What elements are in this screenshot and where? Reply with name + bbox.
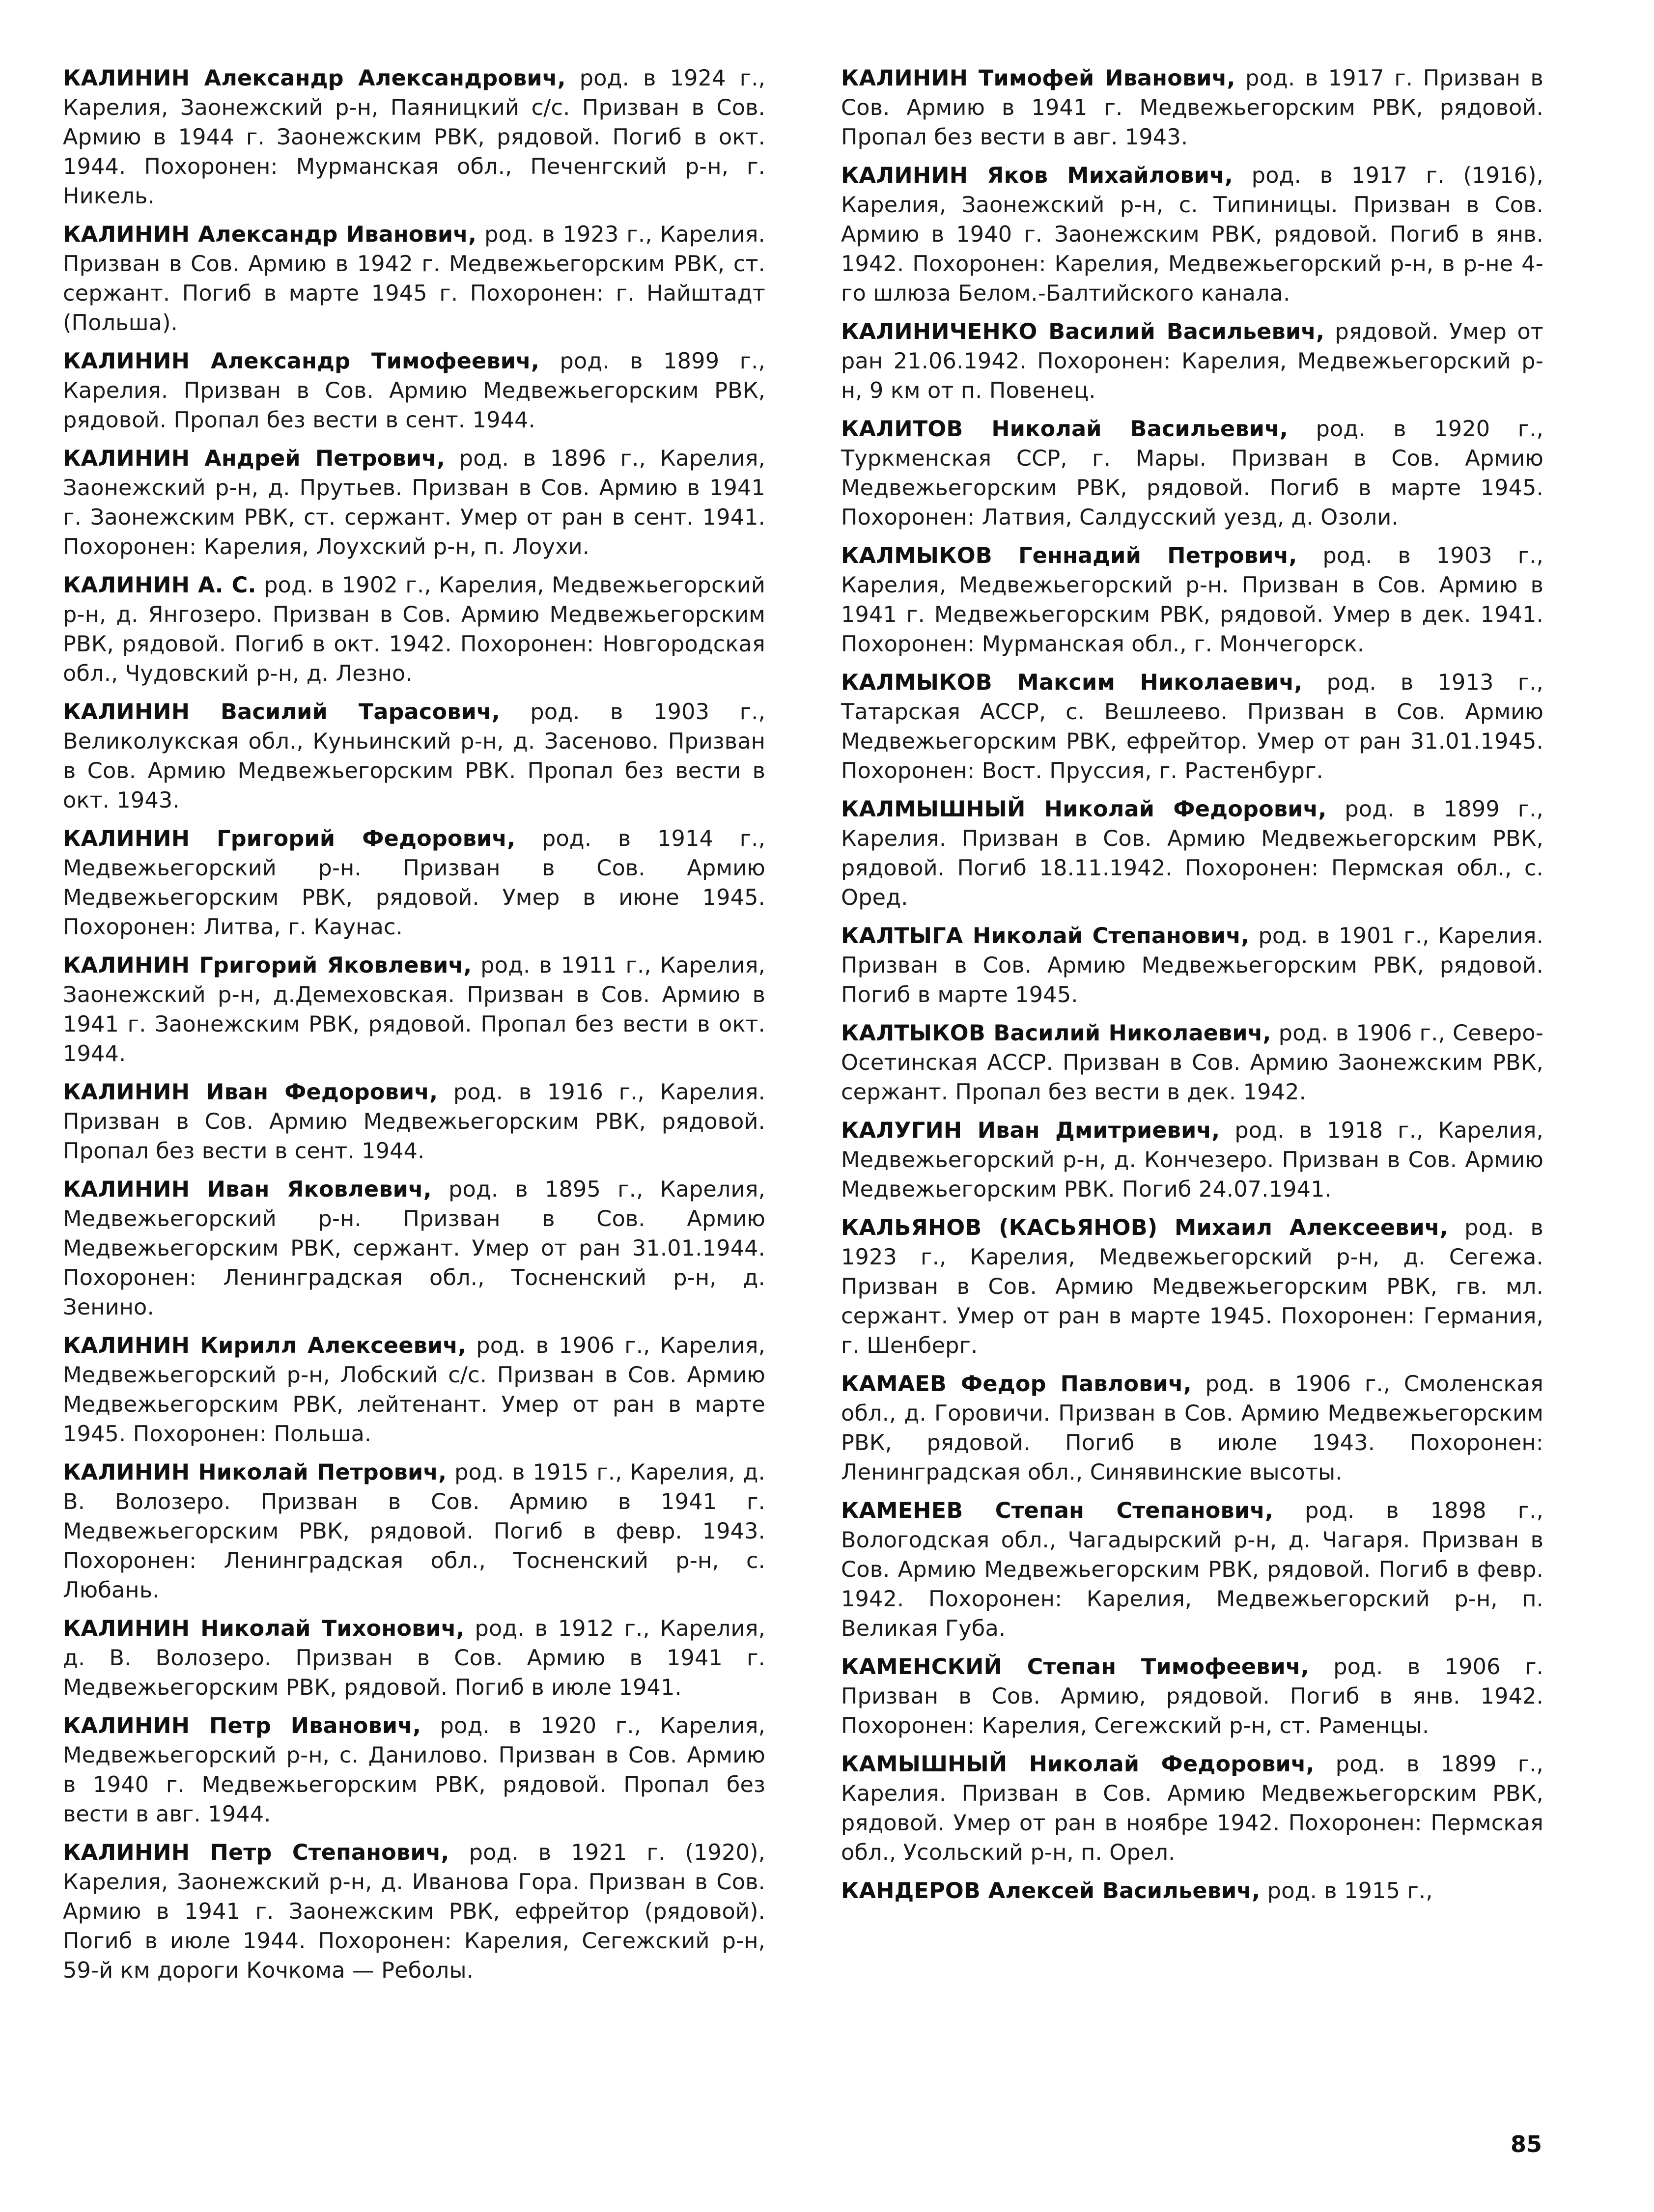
memorial-entry xyxy=(63,1458,765,1605)
entry-name: КАЛИТОВ Николай Васильевич, xyxy=(841,417,1289,442)
entry-text: род. в 1906 г. Призван в Сов. Армию, рядовой. Погиб в янв. 1942. Похоронен: Карелия, Сегежский р-н, ст. Раменцы. xyxy=(841,1654,1543,1738)
memorial-entry xyxy=(841,1652,1543,1741)
entry-text: род. в 1918 г., Карелия, Медвежьегорский р-н, д. Кончезеро. Призван в Сов. Армию Медвежьегорским РВК. Погиб 24.07.1941. xyxy=(841,1118,1543,1202)
entry-text: род. в 1906 г., Карелия, Медвежьегорский р-н, Лобский с/с. Призван в Сов. Армию Медвежьегорским РВК, лейтенант. Умер от ран в марте 1945. Похоронен: Польша. xyxy=(63,1333,765,1447)
entry-name: КАЛИНИН Петр Степанович, xyxy=(63,1840,449,1865)
entry-name: КАЛИНИЧЕНКО Василий Васильевич, xyxy=(841,319,1325,344)
entry-text: род. в 1923 г., Карелия. Призван в Сов. Армию в 1942 г. Медвежьегорским РВК, ст. сержант. Погиб в марте 1945 г. Похоронен: г. Найштадт (Польша). xyxy=(63,222,765,336)
entry-name: КАМЫШНЫЙ Николай Федорович, xyxy=(841,1752,1315,1777)
entry-text: род. в 1917 г. (1916), Карелия, Заонежский р-н, с. Типиницы. Призван в Сов. Армию в 1940 г. Заонежским РВК, рядовой. Погиб в янв. 1942. Похоронен: Карелия, Медвежьегорский р-н, в р-не 4-го шлюза Белом.-Балтийского канала. xyxy=(841,163,1543,306)
memorial-entry xyxy=(63,64,765,211)
entry-name: КАНДЕРОВ Алексей Васильевич, xyxy=(841,1878,1261,1904)
memorial-entry xyxy=(841,1496,1543,1644)
memorial-entry xyxy=(841,1019,1543,1107)
entry-text: род. в 1921 г. (1920), Карелия, Заонежский р-н, д. Иванова Гора. Призван в Сов. Армию в 1941 г. Заонежским РВК, ефрейтор (рядовой). Погиб в июле 1944. Похоронен: Карелия, Сегежский р-н, 59-й км дороги Кочкома — Реболы. xyxy=(63,1840,765,1983)
memorial-entry xyxy=(841,1213,1543,1361)
entry-name: КАЛУГИН Иван Дмитриевич, xyxy=(841,1118,1220,1143)
entry-name: КАЛИНИН Василий Тарасович, xyxy=(63,700,500,725)
memorial-entry xyxy=(841,64,1543,152)
entry-text: род. в 1898 г., Вологодская обл., Чагадырский р-н, д. Чагаря. Призван в Сов. Армию Медвежьегорским РВК, рядовой. Погиб в февр. 1942. Похоронен: Карелия, Медвежьегорский р-н, п. Великая Губа. xyxy=(841,1498,1543,1641)
entry-text: род. в 1914 г., Медвежьегорский р-н. Призван в Сов. Армию Медвежьегорским РВК, рядовой. Умер в июне 1945. Похоронен: Литва, г. Каунас. xyxy=(63,826,765,940)
entry-name: КАМЕНСКИЙ Степан Тимофеевич, xyxy=(841,1654,1309,1680)
entry-text: род. в 1911 г., Карелия, Заонежский р-н, д.Демеховская. Призван в Сов. Армию в 1941 г. Заонежским РВК, рядовой. Пропал без вести в окт. 1944. xyxy=(63,953,765,1066)
memorial-entry xyxy=(841,541,1543,659)
entry-text: род. в 1901 г., Карелия. Призван в Сов. Армию Медвежьегорским РВК, рядовой. Погиб в марте 1945. xyxy=(841,924,1543,1008)
entry-text: род. в 1903 г., Карелия, Медвежьегорский р-н. Призван в Сов. Армию в 1941 г. Медвежьегорским РВК, рядовой. Умер в дек. 1941. Похоронен: Мурманская обл., г. Мончегорск. xyxy=(841,543,1544,657)
memorial-entry xyxy=(841,1876,1543,1906)
memorial-entry xyxy=(841,161,1543,308)
memorial-entry xyxy=(841,922,1543,1010)
memorial-entry xyxy=(841,1750,1543,1868)
entry-text: род. в 1899 г., Карелия. Призван в Сов. Армию Медвежьегорским РВК, рядовой. Погиб 18.11.1942. Похоронен: Пермская обл., с. Оред. xyxy=(841,797,1543,910)
entry-text: род. в 1896 г., Карелия, Заонежский р-н, д. Прутьев. Призван в Сов. Армию в 1941 г. Заонежским РВК, ст. сержант. Умер от ран в сент. 1941. Похоронен: Карелия, Лоухский р-н, п. Лоухи. xyxy=(63,446,765,560)
memorial-entry xyxy=(63,1838,765,1986)
memorial-entry xyxy=(63,1614,765,1703)
memorial-entry xyxy=(841,415,1543,532)
entry-text: род. в 1895 г., Карелия, Медвежьегорский р-н. Призван в Сов. Армию Медвежьегорским РВК, сержант. Умер от ран 31.01.1944. Похоронен: Ленинградская обл., Тосненский р-н, д. Зенино. xyxy=(63,1177,765,1320)
entry-text: род. в 1924 г., Карелия, Заонежский р-н, Паяницкий с/с. Призван в Сов. Армию в 1944 г. Заонежским РВК, рядовой. Погиб в окт. 1944. Похоронен: Мурманская обл., Печенгский р-н, г. Никель. xyxy=(63,66,765,209)
entry-name: КАЛИНИН Николай Петрович, xyxy=(63,1460,447,1485)
memorial-entry xyxy=(63,1078,765,1166)
entry-text: род. в 1916 г., Карелия. Призван в Сов. Армию Медвежьегорским РВК, рядовой. Пропал без вести в сент. 1944. xyxy=(63,1080,765,1164)
entry-name: КАЛИНИН Григорий Яковлевич, xyxy=(63,953,472,978)
entry-name: КАЛИНИН Андрей Петрович, xyxy=(63,446,446,471)
entry-text: род. в 1899 г., Карелия. Призван в Сов. Армию Медвежьегорским РВК, рядовой. Пропал без вести в сент. 1944. xyxy=(63,349,765,433)
entry-name: КАМЕНЕВ Степан Степанович, xyxy=(841,1498,1274,1523)
entry-name: КАЛМЫКОВ Геннадий Петрович, xyxy=(841,543,1297,568)
memorial-entry xyxy=(63,1175,765,1322)
entry-text: род. в 1920 г., Карелия, Медвежьегорский р-н, с. Данилово. Призван в Сов. Армию в 1940 г. Медвежьегорским РВК, рядовой. Пропал без вести в авг. 1944. xyxy=(63,1713,765,1827)
entry-name: КАЛИНИН А. С. xyxy=(63,573,256,598)
entry-name: КАЛТЫГА Николай Степанович, xyxy=(841,924,1250,949)
memorial-entry xyxy=(841,1116,1543,1204)
entry-text: род. в 1902 г., Карелия, Медвежьегорский р-н, д. Янгозеро. Призван в Сов. Армию Медвежьегорским РВК, рядовой. Погиб в окт. 1942. Похоронен: Новгородская обл., Чудовский р-н, д. Лезно. xyxy=(63,573,765,686)
memorial-entry xyxy=(63,571,765,689)
entry-text: род. в 1917 г. Призван в Сов. Армию в 1941 г. Медвежьегорским РВК, рядовой. Пропал без вести в авг. 1943. xyxy=(841,66,1543,150)
memorial-entry xyxy=(63,347,765,435)
entry-name: КАЛИНИН Петр Иванович, xyxy=(63,1713,421,1738)
entry-name: КАЛЬЯНОВ (КАСЬЯНОВ) Михаил Алексеевич, xyxy=(841,1215,1448,1240)
entry-name: КАЛИНИН Кирилл Алексеевич, xyxy=(63,1333,467,1358)
left-column xyxy=(63,64,765,1994)
memorial-entry xyxy=(841,317,1543,406)
memorial-entry xyxy=(841,795,1543,913)
entry-text: род. в 1899 г., Карелия. Призван в Сов. Армию Медвежьегорским РВК, рядовой. Умер от ран в ноябре 1942. Похоронен: Пермская обл., Усольский р-н, п. Орел. xyxy=(841,1752,1543,1865)
memorial-entry xyxy=(63,951,765,1069)
entry-name: КАЛИНИН Александр Тимофеевич, xyxy=(63,349,540,374)
entry-text: род. в 1915 г., Карелия, д. В. Волозеро. Призван в Сов. Армию в 1941 г. Медвежьегорским РВК, рядовой. Погиб в февр. 1943. Похоронен: Ленинградская обл., Тосненский р-н, с. Любань. xyxy=(63,1460,765,1603)
entry-text: род. в 1923 г., Карелия, Медвежьегорский р-н, д. Сегежа. Призван в Сов. Армию Медвежьегорским РВК, гв. мл. сержант. Умер от ран в марте 1945. Похоронен: Германия, г. Шенберг. xyxy=(841,1215,1543,1358)
memorial-entry xyxy=(841,668,1543,786)
right-column xyxy=(841,64,1543,1915)
entry-text: род. в 1903 г., Великолукская обл., Куньинский р-н, д. Засеново. Призван в Сов. Армию Медвежьегорским РВК. Пропал без вести в окт. 1943. xyxy=(63,700,765,813)
entry-text: род. в 1920 г., Туркменская ССР, г. Мары. Призван в Сов. Армию Медвежьегорским РВК, рядовой. Погиб в марте 1945. Похоронен: Латвия, Салдусский уезд, д. Озоли. xyxy=(841,417,1544,530)
entry-text: род. в 1906 г., Северо-Осетинская АССР. Призван в Сов. Армию Заонежским РВК, сержант. Пропал без вести в дек. 1942. xyxy=(841,1021,1543,1105)
memorial-entry xyxy=(63,1331,765,1449)
entry-text: род. в 1915 г., xyxy=(1267,1878,1433,1904)
entry-text: род. в 1906 г., Смоленская обл., д. Горовичи. Призван в Сов. Армию Медвежьегорским РВК, рядовой. Погиб в июле 1943. Похоронен: Ленинградская обл., Синявинские высоты. xyxy=(841,1372,1543,1485)
memorial-entry xyxy=(63,698,765,815)
page-number: 85 xyxy=(1510,2131,1542,2157)
memorial-entry xyxy=(841,1370,1543,1487)
entry-name: КАЛИНИН Тимофей Иванович, xyxy=(841,66,1235,91)
entry-name: КАЛМЫШНЫЙ Николай Федорович, xyxy=(841,797,1327,822)
memorial-entry xyxy=(63,444,765,562)
entry-name: КАЛИНИН Григорий Федорович, xyxy=(63,826,516,851)
entry-text: рядовой. Умер от ран 21.06.1942. Похоронен: Карелия, Медвежьегорский р-н, 9 км от п. Повенец. xyxy=(841,319,1543,403)
entry-name: КАЛИНИН Яков Михайлович, xyxy=(841,163,1233,188)
entry-name: КАЛИНИН Иван Федорович, xyxy=(63,1080,438,1105)
entry-name: КАЛИНИН Александр Иванович, xyxy=(63,222,477,247)
entry-name: КАМАЕВ Федор Павлович, xyxy=(841,1372,1192,1397)
memorial-entry xyxy=(63,824,765,942)
entry-name: КАЛТЫКОВ Василий Николаевич, xyxy=(841,1021,1271,1046)
entry-name: КАЛМЫКОВ Максим Николаевич, xyxy=(841,670,1303,695)
memorial-entry xyxy=(63,1711,765,1829)
entry-name: КАЛИНИН Александр Александрович, xyxy=(63,66,566,91)
entry-text: род. в 1913 г., Татарская АССР, с. Вешлеево. Призван в Сов. Армию Медвежьегорским РВК, ефрейтор. Умер от ран 31.01.1945. Похоронен: Вост. Пруссия, г. Растенбург. xyxy=(841,670,1543,784)
entry-name: КАЛИНИН Иван Яковлевич, xyxy=(63,1177,432,1202)
entry-name: КАЛИНИН Николай Тихонович, xyxy=(63,1616,465,1641)
entry-text: род. в 1912 г., Карелия, д. В. Волозеро. Призван в Сов. Армию в 1941 г. Медвежьегорским РВК, рядовой. Погиб в июле 1941. xyxy=(63,1616,765,1700)
memorial-entry xyxy=(63,220,765,338)
